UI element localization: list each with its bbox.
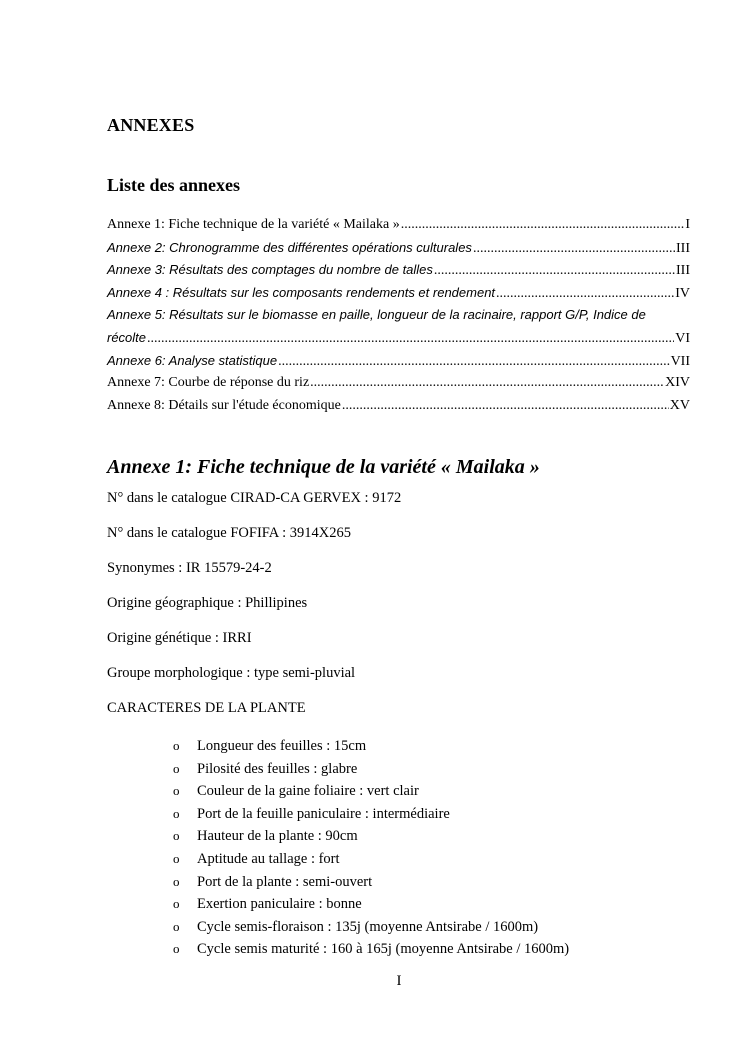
bullet-icon: o [173, 783, 180, 799]
list-item: o Hauteur de la plante : 90cm [173, 825, 569, 848]
bullet-icon: o [173, 738, 180, 753]
page-number: I [396, 973, 402, 989]
toc-entry-5[interactable]: récolte ..... VI [107, 327, 690, 350]
toc-entry-6[interactable]: Annexe 6: Analyse statistique ..... VII [107, 350, 690, 373]
bullet-icon: o [173, 918, 180, 934]
bullet-icon: o [173, 850, 180, 866]
bullet-icon: o [173, 828, 180, 844]
bullet-icon: o [173, 896, 180, 912]
synonymes: Synonymes : IR 15579-24-2 [107, 560, 272, 576]
toc-entry-1[interactable]: Annexe 1: Fiche technique de la variété « Mailaka » ..... I [107, 214, 690, 237]
origine-geographique: Origine géographique : Phillipines [107, 595, 308, 611]
bullet-icon: o [173, 805, 180, 821]
list-item: o Port de la feuille paniculaire : intermédiaire [173, 803, 569, 826]
characteristics-list [173, 735, 569, 961]
bullet-icon: o [173, 760, 180, 776]
list-item: o Exertion paniculaire : bonne [173, 893, 569, 916]
list-item: o Port de la plante : semi-ouvert [173, 871, 569, 894]
list-item: o Couleur de la gaine foliaire : vert clair [173, 780, 569, 803]
list-item: o Longueur des feuilles : 15cm [173, 735, 569, 758]
list-item: o Cycle semis-floraison : 135j (moyenne Antsirabe / 1600m) [173, 916, 569, 939]
table-of-contents [107, 214, 690, 417]
catalogue-cirad: N° dans le catalogue CIRAD-CA GERVEX : 9172 [107, 490, 402, 506]
bullet-icon: o [173, 873, 180, 889]
annexe1-title: Annexe 1: Fiche technique de la variété « Mailaka » [107, 456, 540, 478]
toc-entry-8[interactable]: Annexe 8: Détails sur l'étude économique ..... XV [107, 395, 690, 418]
bullet-icon: o [173, 941, 180, 957]
toc-entry-5-line1[interactable]: Annexe 5: Résultats sur le biomasse en paille, longueur de la racinaire, rapport G/P, Indice de [107, 307, 646, 323]
list-item: o Pilosité des feuilles : glabre [173, 758, 569, 781]
list-item: o Cycle semis maturité : 160 à 165j (moyenne Antsirabe / 1600m) [173, 938, 569, 961]
toc-entry-4[interactable]: Annexe 4 : Résultats sur les composants rendements et rendement ..... IV [107, 282, 690, 305]
caracteres-heading: CARACTERES DE LA PLANTE [107, 700, 306, 716]
list-item: o Aptitude au tallage : fort [173, 848, 569, 871]
catalogue-fofifa: N° dans le catalogue FOFIFA : 3914X265 [107, 525, 351, 541]
annexes-heading: ANNEXES [107, 115, 195, 135]
list-heading: Liste des annexes [107, 175, 241, 195]
origine-genetique: Origine génétique : IRRI [107, 630, 252, 646]
toc-entry-7[interactable]: Annexe 7: Courbe de réponse du riz ..... XIV [107, 372, 690, 395]
toc-entry-3[interactable]: Annexe 3: Résultats des comptages du nombre de talles ..... III [107, 259, 690, 282]
groupe-morphologique: Groupe morphologique : type semi-pluvial [107, 665, 356, 681]
toc-entry-2[interactable]: Annexe 2: Chronogramme des différentes opérations culturales ..... III [107, 237, 690, 260]
